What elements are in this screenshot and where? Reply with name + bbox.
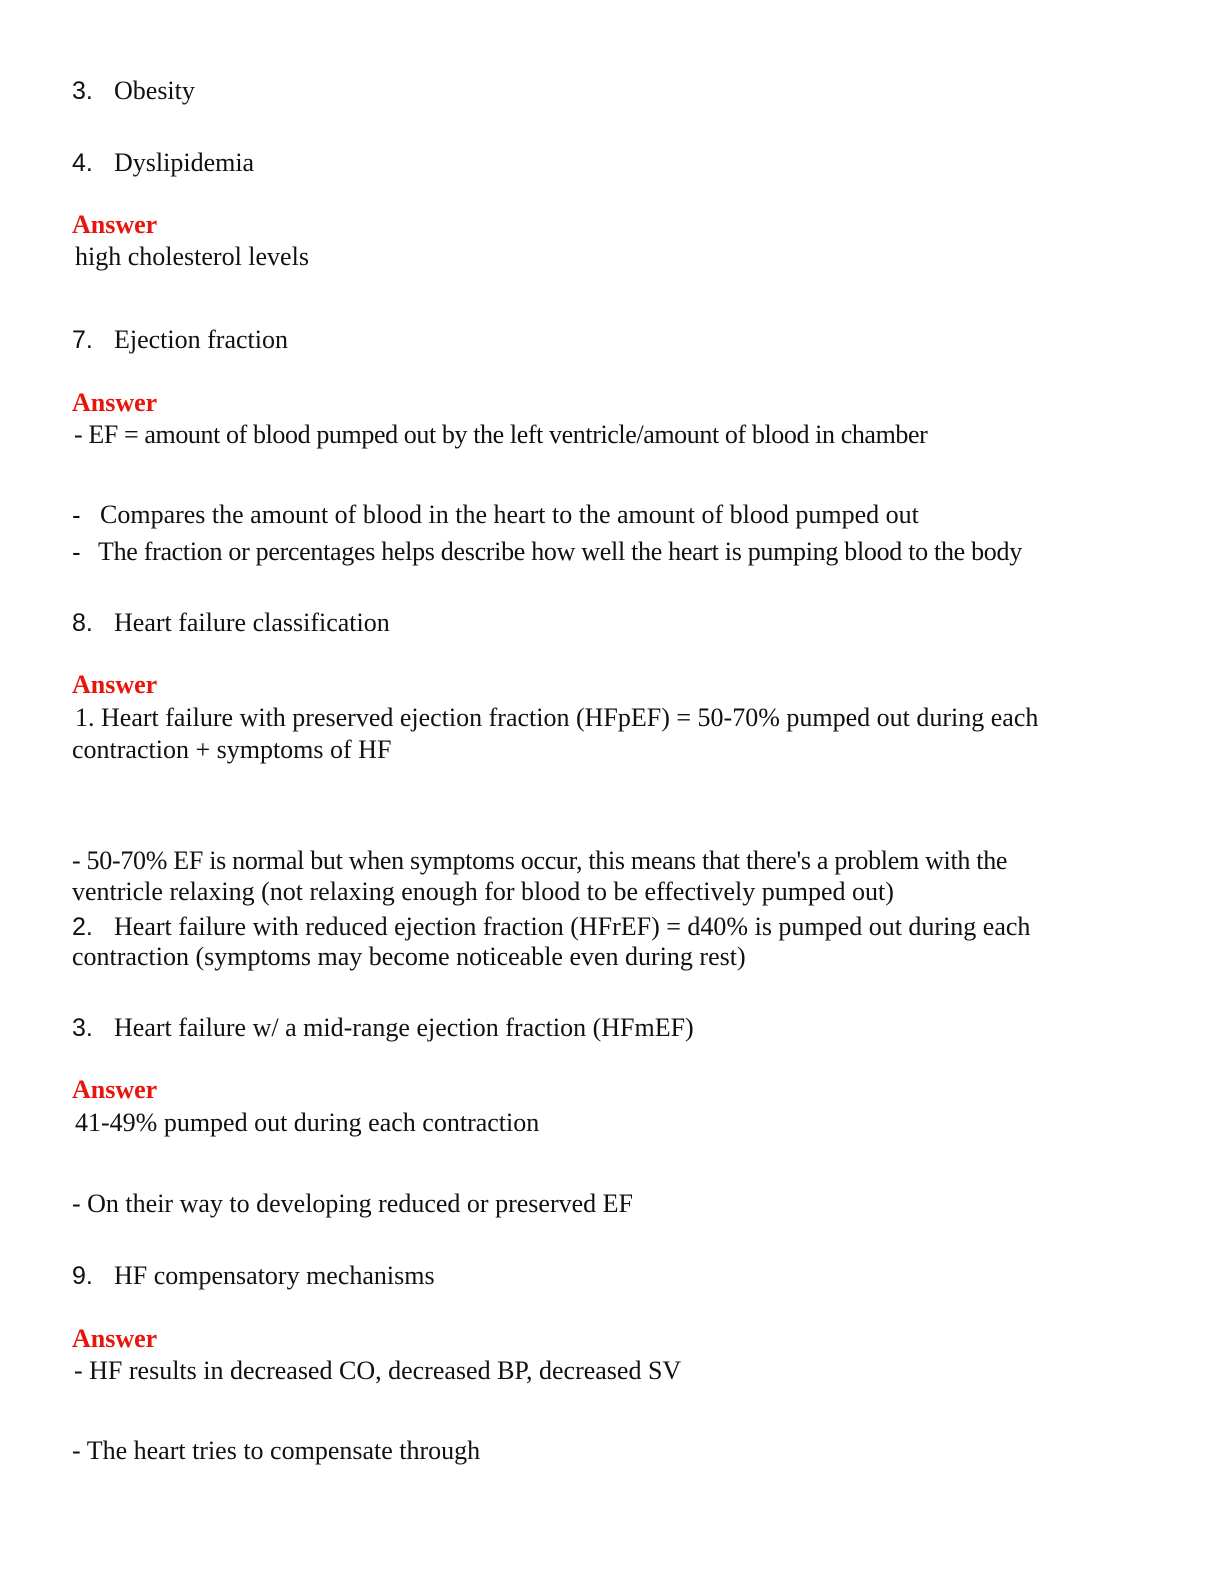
note-body: ventricle relaxing (not relaxing enough for blood to be effectively pumped out)	[72, 877, 894, 906]
answer-label: Answer	[72, 210, 158, 239]
question-title: Heart failure classification	[114, 608, 390, 637]
bullet-text: The fraction or percentages helps describe how well the heart is pumping blood to the body	[98, 537, 1022, 566]
item-number: 2.	[72, 913, 93, 941]
dash-marker: -	[72, 500, 81, 530]
bullet-text: Compares the amount of blood in the heart to the amount of blood pumped out	[100, 500, 919, 529]
note-body: - 50-70% EF is normal but when symptoms occur, this means that there's a problem with the	[72, 846, 1008, 875]
question-title: Dyslipidemia	[114, 148, 255, 177]
answer-label: Answer	[72, 1075, 158, 1104]
question-title: Obesity	[114, 76, 195, 105]
answer-label: Answer	[72, 1324, 158, 1353]
item-text: Heart failure with reduced ejection fraction (HFrEF) = d40% is pumped out during each	[114, 912, 1031, 941]
answer-body: contraction + symptoms of HF	[72, 735, 392, 764]
note-body: - The heart tries to compensate through	[72, 1436, 481, 1465]
dash-marker: -	[72, 537, 81, 567]
answer-body: 41-49% pumped out during each contraction	[75, 1108, 540, 1137]
answer-label: Answer	[72, 670, 158, 699]
question-number: 3.	[72, 1014, 93, 1042]
question-number: 4.	[72, 149, 93, 177]
answer-body: 1. Heart failure with preserved ejection fraction (HFpEF) = 50-70% pumped out during each	[75, 703, 1039, 732]
question-title: Ejection fraction	[114, 325, 288, 354]
answer-label: Answer	[72, 388, 158, 417]
item-text: contraction (symptoms may become noticeable even during rest)	[72, 942, 746, 971]
question-title: Heart failure w/ a mid-range ejection fraction (HFmEF)	[114, 1013, 694, 1042]
question-number: 3.	[72, 77, 93, 105]
question-number: 7.	[72, 326, 93, 354]
question-title: HF compensatory mechanisms	[114, 1261, 435, 1290]
question-number: 8.	[72, 609, 93, 637]
question-number: 9.	[72, 1262, 93, 1290]
note-body: - On their way to developing reduced or preserved EF	[72, 1189, 633, 1218]
answer-body: - EF = amount of blood pumped out by the left ventricle/amount of blood in chamber	[74, 420, 928, 449]
answer-body: - HF results in decreased CO, decreased BP, decreased SV	[74, 1356, 682, 1385]
answer-body: high cholesterol levels	[75, 242, 309, 271]
